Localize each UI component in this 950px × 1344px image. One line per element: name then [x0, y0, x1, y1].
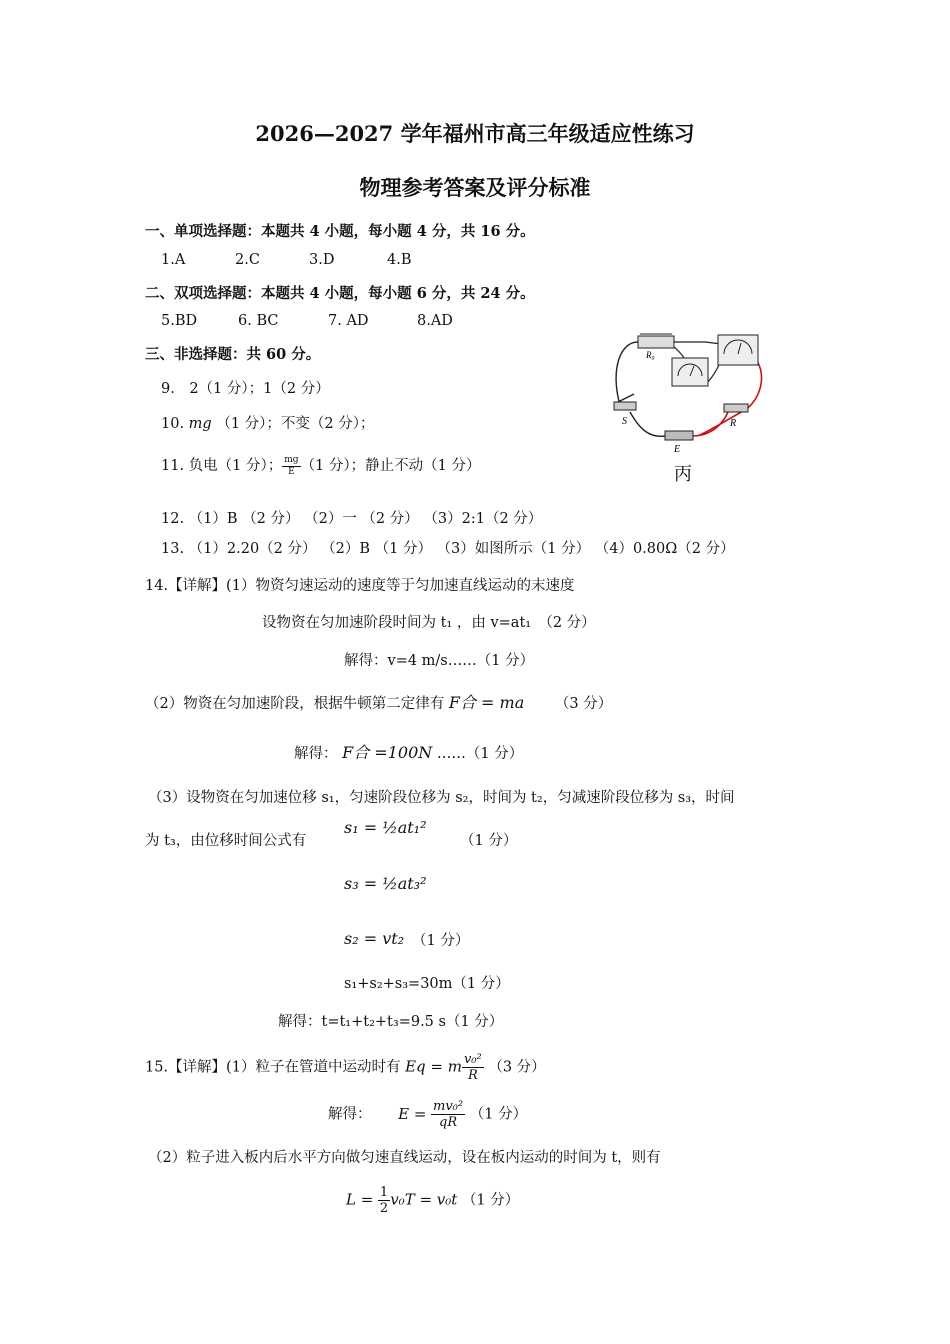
- answer-2: 2.C: [235, 252, 260, 268]
- q14-final: 解得：t=t₁+t₂+t₃=9.5 s（1 分）: [278, 1014, 504, 1030]
- answer-q9: 9. 2（1 分）；1（2 分）: [161, 381, 330, 397]
- section-1-answers: [161, 252, 412, 268]
- answer-7: 7. AD: [328, 313, 369, 329]
- q11-fraction: $\frac{mg}{E}$: [284, 454, 299, 477]
- q11-pre: 11. 负电（1 分）；: [161, 458, 283, 474]
- q14-line-1: 14.【详解】(1）物资匀速运动的速度等于匀加速直线运动的末速度: [145, 578, 575, 594]
- answer-8: 8.AD: [417, 313, 453, 329]
- answer-6: 6. BC: [238, 313, 279, 329]
- force-result: F合 =100N: [342, 743, 433, 762]
- q15-line-4: L = $\frac{1}{2}$ v₀T = v₀t （1 分）: [346, 1185, 520, 1216]
- resistor-icon: [724, 404, 748, 429]
- circuit-figure: [610, 330, 770, 490]
- label-s: S: [622, 416, 627, 427]
- ammeter-icon: [718, 335, 758, 365]
- answer-4: 4.B: [387, 252, 412, 268]
- q15-line-1: 15.【详解】(1）粒子在管道中运动时有 Eq = m $\frac{\text{v₀²}}{R}$ （3 分）: [145, 1052, 546, 1083]
- battery-icon: [665, 431, 693, 455]
- label-e: E: [674, 444, 681, 455]
- q15-line-2: 解得： E = $\frac{\text{mv₀²}}{qR}$ （1 分）: [328, 1099, 528, 1130]
- answer-1: 1.A: [161, 252, 186, 268]
- q10-mg: mg: [188, 416, 212, 432]
- label-r: R: [730, 418, 737, 429]
- voltmeter-icon: [672, 358, 708, 386]
- q14-line-6: （3）设物资在匀加速位移 s₁，匀速阶段位移为 s₂，时间为 t₂，匀减速阶段位移为 s₃，时间: [148, 790, 735, 806]
- eq-s1: s₁ = ½at₁²: [344, 818, 427, 837]
- eq-s1-score: （1 分）: [460, 833, 518, 849]
- answer-q12: 12. （1）B （2 分） （2）一 （2 分） （3）2:1（2 分）: [161, 511, 543, 527]
- q10-number: 10.: [161, 416, 185, 432]
- answer-3: 3.D: [309, 252, 335, 268]
- q15-fraction-3: $\frac{1}{2}$: [379, 1185, 389, 1216]
- answer-5: 5.BD: [161, 313, 198, 329]
- q15-fraction-1: $\frac{\text{v₀²}}{R}$: [463, 1052, 482, 1083]
- q14-line-2: 设物资在匀加速阶段时间为 t₁ ，由 v=at₁ （2 分）: [262, 615, 596, 631]
- newton-second-law-eq: F合 = ma: [448, 693, 525, 712]
- q14-line-4: （2）物资在匀加速阶段，根据牛顿第二定律有 F合 = ma （3 分）: [145, 693, 613, 712]
- q10-rest: （1 分）；不变（2 分）；: [211, 416, 375, 432]
- eq-s2: s₂ = vt₂: [344, 929, 405, 948]
- rheostat-r0: [638, 334, 674, 360]
- q14-line-3: 解得：v=4 m/s……（1 分）: [344, 653, 535, 669]
- title-line-1: 2026—2027 学年福州市高三年级适应性练习: [255, 121, 695, 146]
- title-line-2: 物理参考答案及评分标准: [359, 175, 591, 200]
- figure-label: 丙: [674, 464, 692, 484]
- q14-line-5: 解得： F合 =100N ……（1 分）: [294, 743, 524, 762]
- q15-fraction-2: $\frac{\text{mv₀²}}{qR}$: [433, 1099, 464, 1130]
- q15-line-3: （2）粒子进入板内后水平方向做匀速直线运动，设在板内运动的时间为 t，则有: [148, 1150, 661, 1166]
- answer-q11: [161, 454, 480, 477]
- eq-total-displacement: s₁+s₂+s₃=30m（1 分）: [344, 976, 510, 992]
- eq-s3: s₃ = ½at₃²: [344, 874, 427, 893]
- answer-q10: [161, 412, 375, 433]
- section-2-heading: 二、双项选择题：本题共 4 小题，每小题 6 分，共 24 分。: [145, 285, 535, 302]
- switch-icon: [614, 394, 636, 427]
- q14-line-7: 为 t₃，由位移时间公式有: [145, 833, 307, 849]
- eq-s2-score: （1 分）: [412, 933, 470, 949]
- label-r0: R₀: [646, 350, 655, 360]
- section-3-heading: 三、非选择题：共 60 分。: [145, 346, 321, 363]
- section-2-answers: [161, 313, 453, 329]
- section-1-heading: 一、单项选择题：本题共 4 小题，每小题 4 分，共 16 分。: [145, 223, 535, 240]
- q11-post: （1 分）；静止不动（1 分）: [300, 458, 481, 474]
- answer-q13: 13. （1）2.20（2 分） （2）B （1 分） （3）如图所示（1 分） （4）0.80Ω（2 分）: [161, 541, 735, 557]
